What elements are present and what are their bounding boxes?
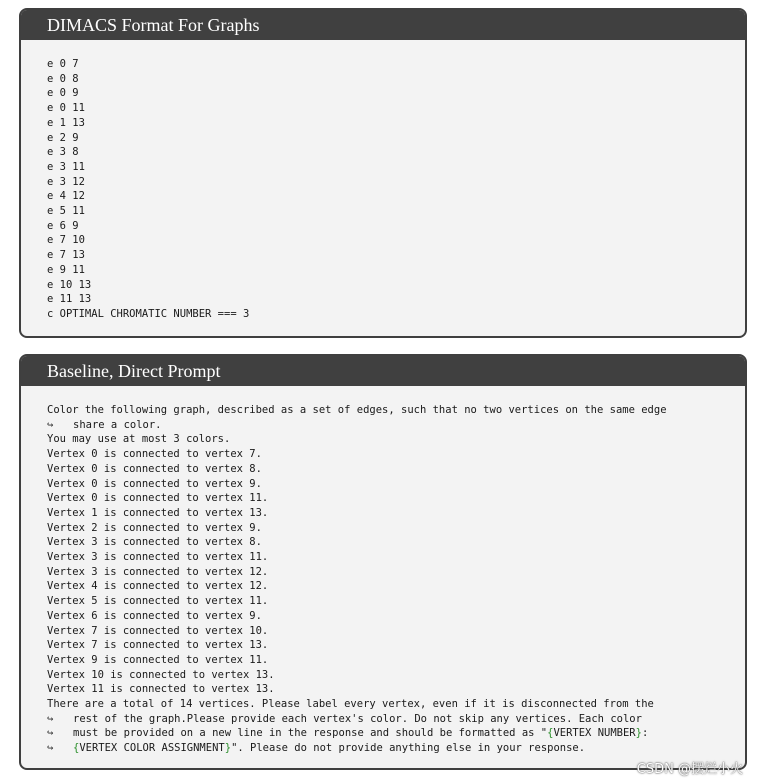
dimacs-comment-line: c OPTIMAL CHROMATIC NUMBER === 3 bbox=[47, 307, 250, 320]
prompt-edge-line: Vertex 5 is connected to vertex 11. bbox=[47, 595, 269, 608]
dimacs-line: e 7 10 bbox=[47, 234, 85, 247]
dimacs-line: e 3 11 bbox=[47, 160, 85, 173]
format-close-brace: } bbox=[635, 727, 642, 740]
prompt-edge-line: Vertex 3 is connected to vertex 8. bbox=[47, 536, 262, 549]
dimacs-panel bbox=[19, 8, 747, 338]
baseline-prompt-panel bbox=[19, 354, 747, 770]
prompt-format-text: must be provided on a new line in the response and should be formatted as " bbox=[73, 727, 548, 740]
dimacs-line: e 1 13 bbox=[47, 116, 85, 129]
dimacs-line: e 3 12 bbox=[47, 175, 85, 188]
prompt-edge-line: Vertex 7 is connected to vertex 13. bbox=[47, 639, 269, 652]
dimacs-line: e 6 9 bbox=[47, 219, 79, 232]
format-vertex-number: VERTEX NUMBER bbox=[553, 727, 636, 740]
prompt-edge-line: Vertex 10 is connected to vertex 13. bbox=[47, 668, 275, 681]
prompt-edge-line: Vertex 6 is connected to vertex 9. bbox=[47, 609, 262, 622]
prompt-intro-line: Color the following graph, described as a set of edges, such that no two vertices on the same edge bbox=[47, 404, 667, 416]
dimacs-line: e 2 9 bbox=[47, 131, 79, 144]
dimacs-code bbox=[21, 40, 745, 322]
prompt-outro-line: There are a total of 14 vertices. Please label every vertex, even if it is disconnected from the bbox=[47, 698, 654, 711]
prompt-edge-line: Vertex 0 is connected to vertex 9. bbox=[47, 477, 262, 490]
prompt-edge-line: Vertex 2 is connected to vertex 9. bbox=[47, 521, 262, 534]
prompt-wrapped-line bbox=[47, 418, 745, 433]
format-colon: : bbox=[641, 727, 649, 740]
dimacs-line: e 0 11 bbox=[47, 102, 85, 115]
prompt-outro-continuation: rest of the graph.Please provide each vertex's color. Do not skip any vertices. Each color bbox=[73, 712, 642, 725]
prompt-wrapped-line bbox=[47, 712, 745, 727]
watermark: CSDN @摆烂小火 bbox=[636, 762, 743, 777]
prompt-edge-line: Vertex 11 is connected to vertex 13. bbox=[47, 683, 275, 696]
dimacs-line: e 5 11 bbox=[47, 205, 85, 218]
dimacs-line: e 3 8 bbox=[47, 146, 79, 159]
dimacs-line: e 11 13 bbox=[47, 293, 92, 306]
prompt-edge-line: Vertex 0 is connected to vertex 11. bbox=[47, 492, 269, 505]
dimacs-line: e 10 13 bbox=[47, 278, 92, 291]
dimacs-line: e 4 12 bbox=[47, 190, 85, 203]
prompt-edge-line: Vertex 3 is connected to vertex 11. bbox=[47, 551, 269, 564]
prompt-intro-continuation: share a color. bbox=[73, 418, 162, 431]
format-vertex-color: VERTEX COLOR ASSIGNMENT bbox=[79, 742, 225, 755]
dimacs-line: e 0 8 bbox=[47, 72, 79, 85]
dimacs-line: e 0 7 bbox=[47, 58, 79, 70]
dimacs-line: e 7 13 bbox=[47, 249, 85, 262]
wrap-arrow-icon: ↪ bbox=[47, 742, 54, 755]
format-open-brace: { bbox=[73, 742, 80, 755]
wrap-arrow-icon: ↪ bbox=[47, 418, 54, 431]
prompt-color-limit-line: You may use at most 3 colors. bbox=[47, 433, 231, 446]
format-open-brace: { bbox=[547, 727, 554, 740]
prompt-edge-line: Vertex 7 is connected to vertex 10. bbox=[47, 624, 269, 637]
prompt-final-instruction: ". Please do not provide anything else in your response. bbox=[231, 742, 586, 755]
baseline-panel-title: Baseline, Direct Prompt bbox=[21, 356, 745, 386]
dimacs-panel-title: DIMACS Format For Graphs bbox=[21, 10, 745, 40]
prompt-edge-line: Vertex 4 is connected to vertex 12. bbox=[47, 580, 269, 593]
prompt-wrapped-line bbox=[47, 726, 745, 741]
prompt-edge-line: Vertex 0 is connected to vertex 8. bbox=[47, 462, 262, 475]
baseline-prompt-text bbox=[21, 386, 745, 756]
prompt-edge-line: Vertex 1 is connected to vertex 13. bbox=[47, 506, 269, 519]
format-close-brace: } bbox=[224, 742, 232, 755]
wrap-arrow-icon: ↪ bbox=[47, 712, 54, 725]
dimacs-line: e 9 11 bbox=[47, 263, 85, 276]
dimacs-line: e 0 9 bbox=[47, 87, 79, 100]
wrap-arrow-icon: ↪ bbox=[47, 727, 54, 740]
prompt-edge-line: Vertex 3 is connected to vertex 12. bbox=[47, 565, 269, 578]
prompt-edge-line: Vertex 0 is connected to vertex 7. bbox=[47, 448, 262, 461]
prompt-wrapped-line bbox=[47, 741, 745, 756]
prompt-edge-line: Vertex 9 is connected to vertex 11. bbox=[47, 653, 269, 666]
